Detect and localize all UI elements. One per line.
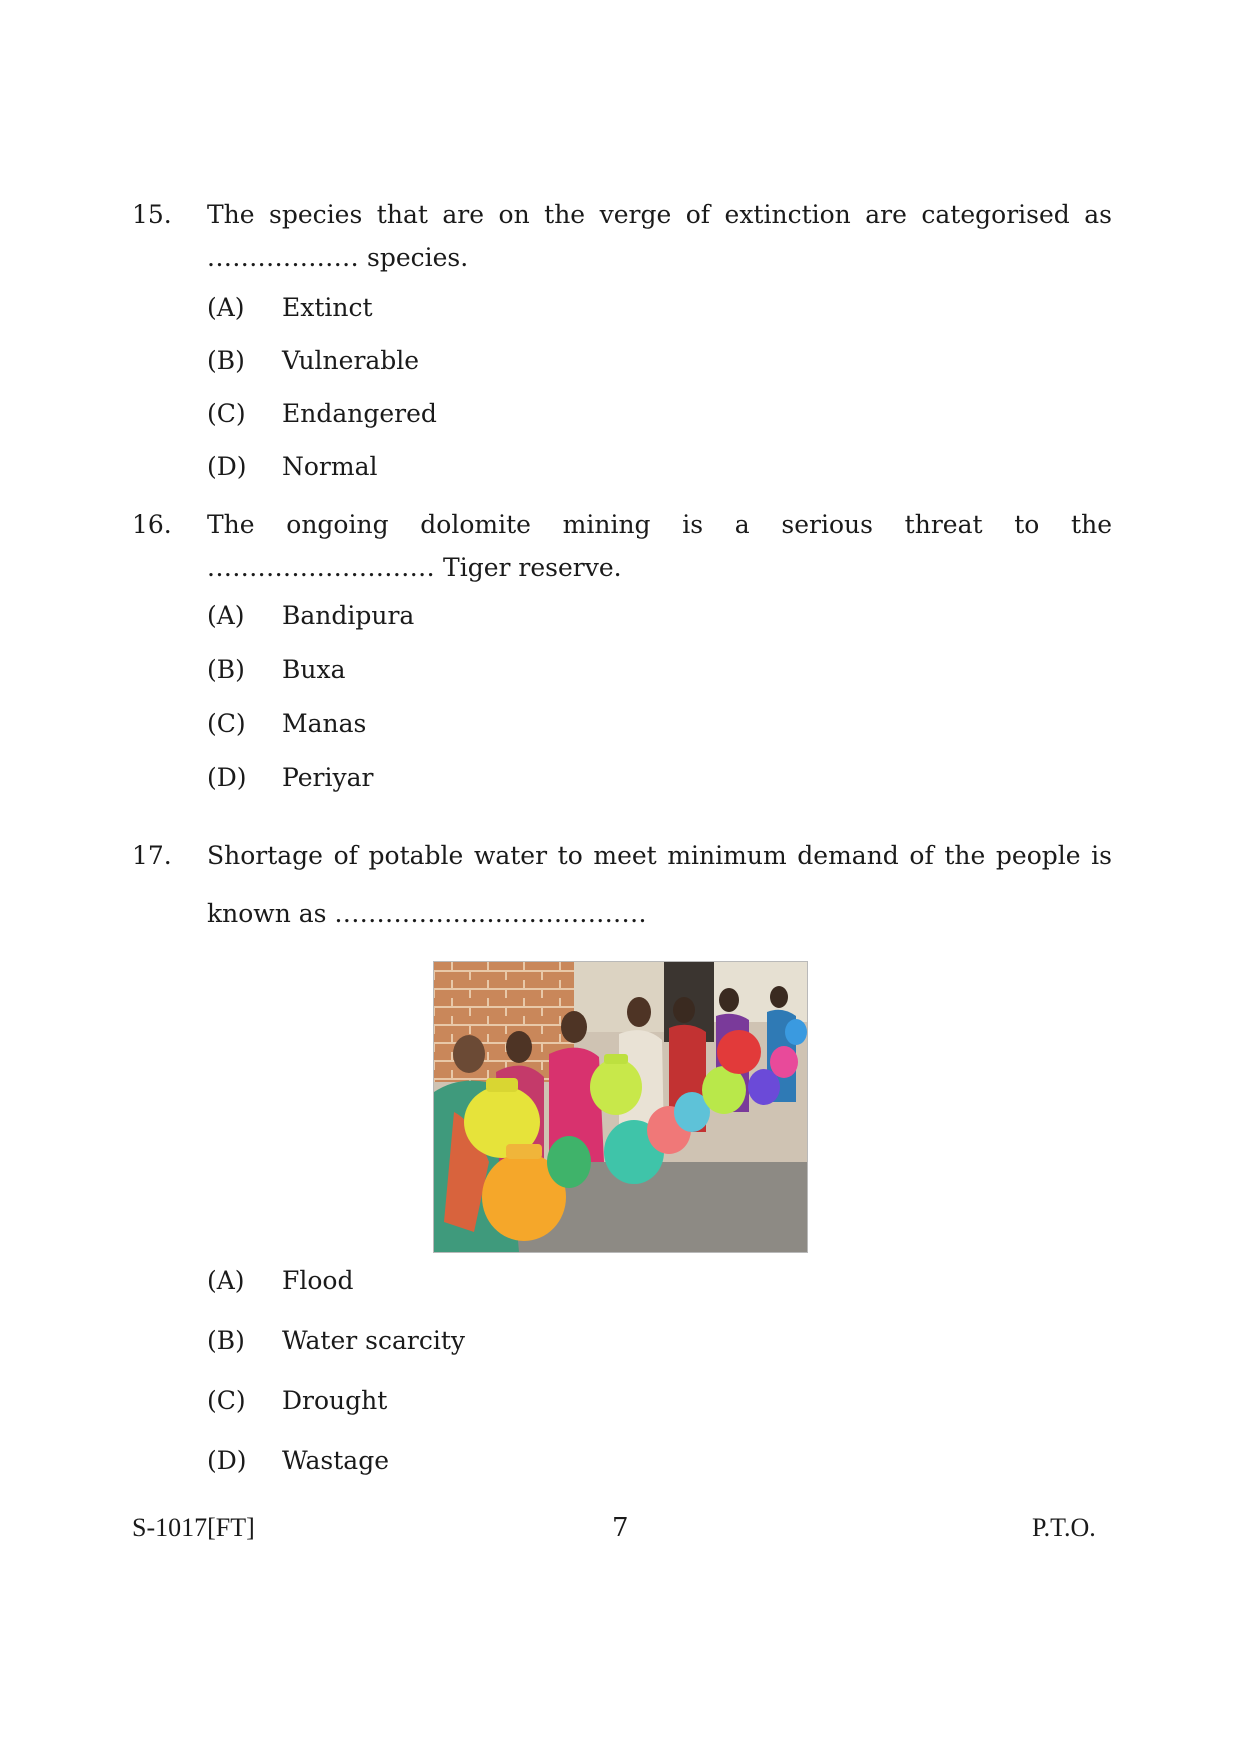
option-letter: (A) [207,601,245,630]
question-number: 17. [132,841,172,870]
answer-options [207,1266,1112,1476]
option-a[interactable] [207,601,1112,631]
option-text: Vulnerable [282,346,420,375]
question-17 [132,827,1112,943]
option-text: Water scarcity [282,1326,466,1355]
option-text: Flood [282,1266,354,1295]
answer-options [207,601,1112,793]
please-turn-over: P.T.O. [1032,1513,1096,1542]
option-text: Endangered [282,399,437,428]
option-text: Normal [282,452,378,481]
option-letter: (B) [207,1326,245,1355]
option-a[interactable] [207,1266,1112,1296]
question-text: Shortage of potable water to meet minimum demand of the people is known as ..................................... [207,841,1112,928]
option-text: Buxa [282,655,346,684]
question-17-options [132,1266,1112,1476]
paper-code: S-1017[FT] [132,1513,255,1542]
page-number: 7 [612,1513,629,1543]
option-letter: (B) [207,346,245,375]
answer-blank: ..................................... [334,899,647,928]
answer-blank: ........................... [207,553,436,582]
answer-blank: .................. [207,243,360,272]
option-d[interactable] [207,452,1112,482]
option-b[interactable] [207,1326,1112,1356]
question-number: 15. [132,200,172,229]
option-d[interactable] [207,763,1112,793]
option-letter: (B) [207,655,245,684]
photo-illustration [434,962,807,1252]
option-text: Manas [282,709,367,738]
option-c[interactable] [207,709,1112,739]
question-16 [132,503,1112,793]
option-letter: (D) [207,1446,247,1475]
question-text: The species that are on the verge of extinction are categorised as .................. species. [207,200,1112,272]
option-text: Wastage [282,1446,390,1475]
option-letter: (D) [207,452,247,481]
option-c[interactable] [207,399,1112,429]
option-b[interactable] [207,655,1112,685]
option-a[interactable] [207,293,1112,323]
option-d[interactable] [207,1446,1112,1476]
option-letter: (A) [207,293,245,322]
water-queue-photo [433,961,808,1253]
question-text: The ongoing dolomite mining is a serious threat to the ........................... Tiger reserve. [207,510,1112,582]
option-letter: (C) [207,709,246,738]
option-letter: (C) [207,1386,246,1415]
option-text: Periyar [282,763,374,792]
option-b[interactable] [207,346,1112,376]
option-text: Extinct [282,293,373,322]
option-letter: (D) [207,763,247,792]
option-letter: (A) [207,1266,245,1295]
answer-options [207,293,1112,482]
question-number: 16. [132,510,172,539]
option-text: Drought [282,1386,388,1415]
option-letter: (C) [207,399,246,428]
option-text: Bandipura [282,601,415,630]
option-c[interactable] [207,1386,1112,1416]
question-15 [132,193,1112,482]
